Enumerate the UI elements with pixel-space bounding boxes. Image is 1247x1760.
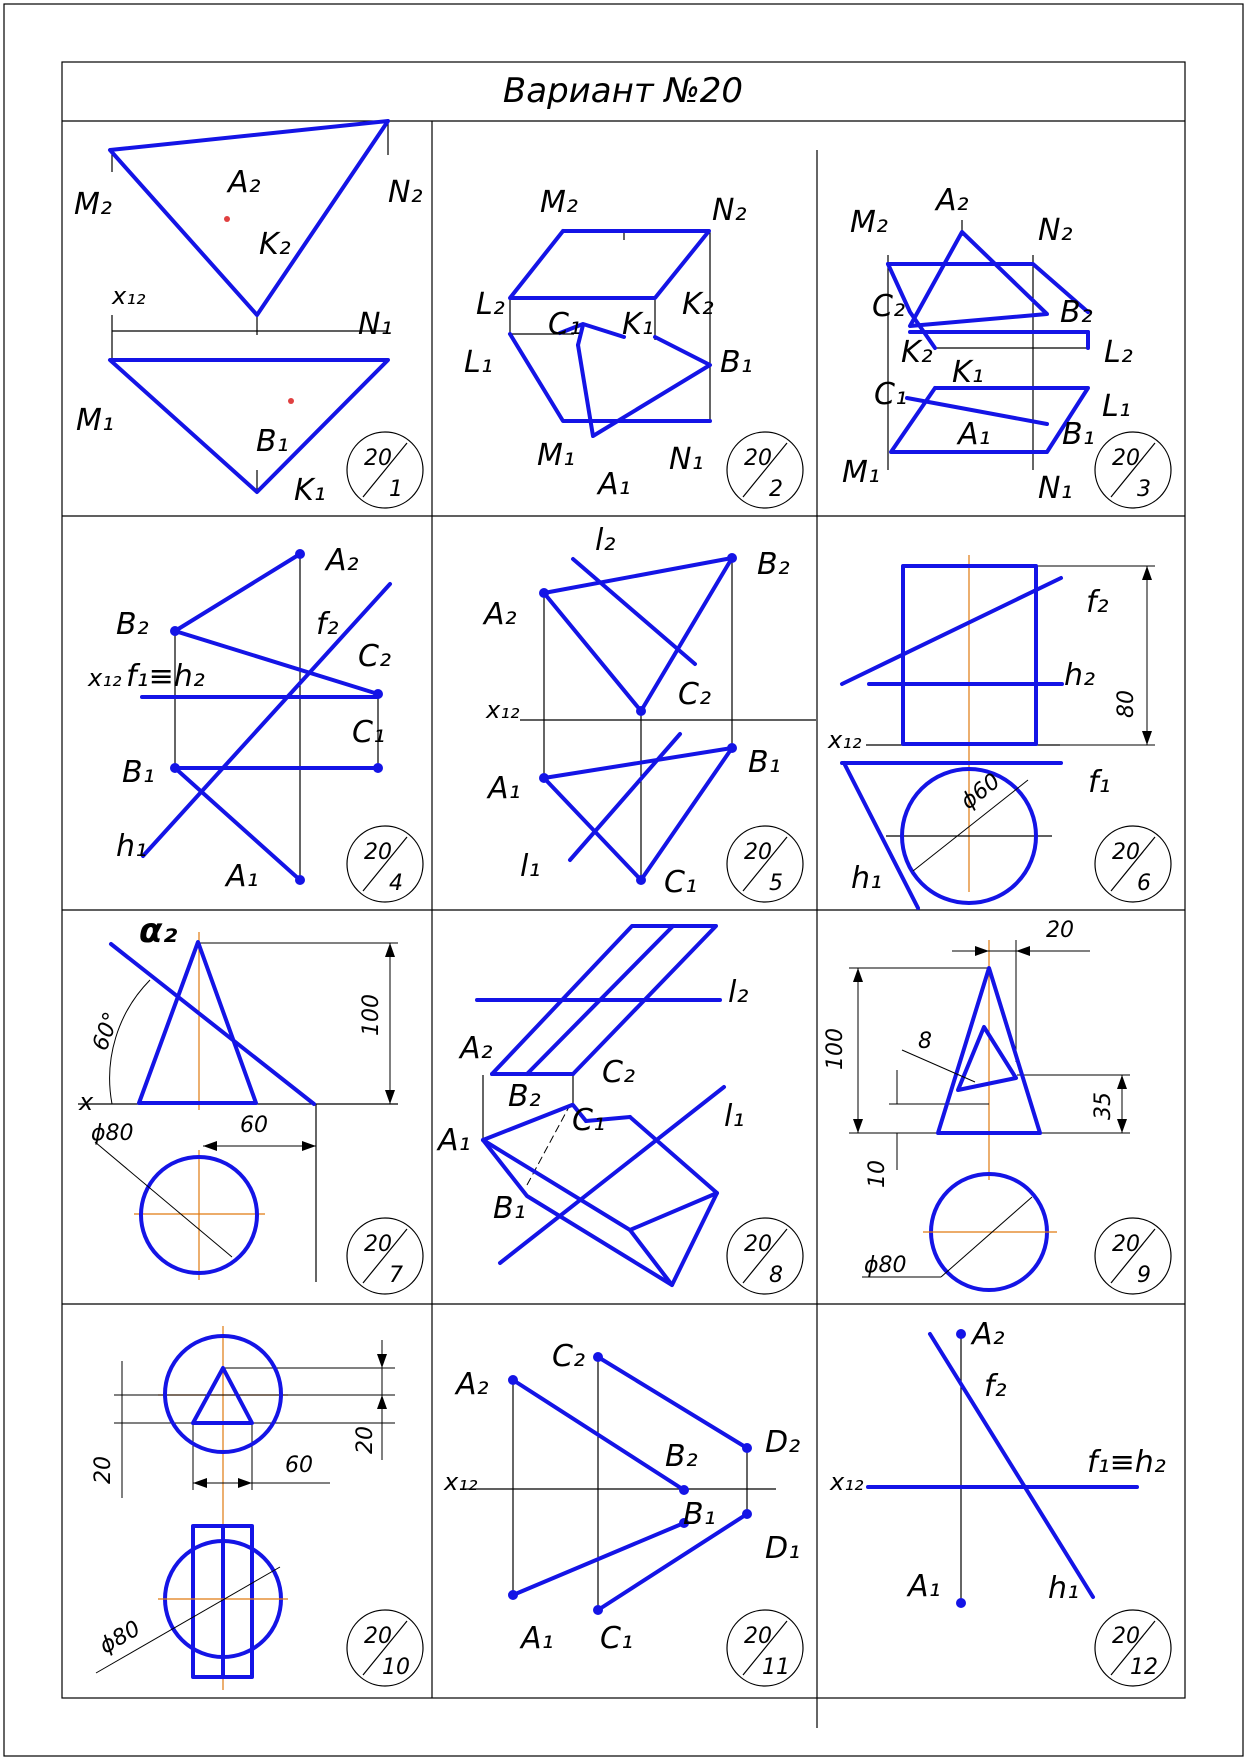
line-l1 [570,734,680,860]
svg-text:12: 12 [1130,1655,1158,1680]
label: N₂ [712,193,747,228]
label: A₁ [438,1123,471,1158]
label: B₁ [720,345,753,380]
sheet-title: Вариант №20 [502,71,744,111]
badge [347,1218,423,1294]
label: h₂ [1064,658,1096,693]
label: A₂ [936,183,969,218]
point-b1 [288,398,294,404]
label: B₁ [683,1497,716,1532]
cone-front [139,942,256,1103]
dimension: ϕ80 [864,1253,907,1278]
label: M₁ [842,455,880,490]
label: A₁ [521,1621,554,1656]
line-f2 [842,578,1061,684]
point-a2 [224,216,230,222]
svg-text:9: 9 [1137,1263,1151,1288]
svg-text:20: 20 [1112,1624,1140,1649]
svg-text:20: 20 [1112,446,1140,471]
label: K₂ [901,335,933,370]
svg-text:20: 20 [364,446,392,471]
dimension: 100 [823,1028,848,1070]
dimension: 60° [88,1008,125,1055]
label: B₂ [665,1439,698,1474]
problem-4 [87,543,423,902]
label: K₁ [952,355,984,390]
label: h₁ [1048,1571,1080,1606]
label: x₁₂ [112,282,146,310]
label: M₁ [76,403,114,438]
badge [727,826,803,902]
label: M₂ [74,187,112,222]
problem-10 [91,1326,423,1690]
label: f₂ [1086,585,1109,620]
badge [347,1610,423,1686]
svg-text:8: 8 [769,1263,783,1288]
label: h₁ [851,861,883,896]
svg-text:2: 2 [769,477,783,502]
problem-12 [829,1317,1171,1686]
dimension: 100 [359,994,384,1036]
label: f₂ [984,1369,1007,1404]
badge [347,432,423,508]
label: B₂ [1060,295,1093,330]
triangle-mn1 [110,360,388,492]
label: N₁ [358,307,393,342]
label: C₁ [664,865,697,900]
label: C₁ [874,377,907,412]
svg-text:1: 1 [389,477,403,502]
label: K₂ [682,287,714,322]
badge [1095,1610,1171,1686]
label: B₁ [256,424,289,459]
dimension: ϕ80 [95,1616,145,1660]
label: C₂ [358,639,391,674]
svg-text:20: 20 [364,840,392,865]
label: A₁ [958,417,991,452]
label: L₂ [1104,335,1133,370]
dimension: 80 [1114,690,1139,718]
dimension: 20 [353,1426,378,1454]
label: M₁ [537,438,575,473]
label: C₂ [678,677,711,712]
problem-6 [827,555,1171,908]
label: N₂ [388,175,423,210]
badge [727,1218,803,1294]
plane-a2 [111,944,314,1104]
label: x₁₂ [486,696,520,724]
svg-text:7: 7 [389,1263,403,1288]
svg-text:20: 20 [364,1232,392,1257]
svg-text:3: 3 [1137,477,1151,502]
svg-text:11: 11 [762,1655,790,1680]
problem-7 [78,911,423,1294]
label: C₂ [552,1339,585,1374]
label: l₁ [520,849,541,884]
label: x₁₂ [88,664,122,692]
badge [1095,1218,1171,1294]
svg-text:5: 5 [769,871,783,896]
svg-text:20: 20 [744,1232,772,1257]
label: x₁₂ [444,1468,478,1496]
svg-text:6: 6 [1137,871,1151,896]
problem-3 [842,183,1171,508]
badge [727,1610,803,1686]
label: K₁ [622,307,654,342]
dimension: ϕ80 [91,1121,134,1146]
svg-text:20: 20 [1112,1232,1140,1257]
label: l₂ [728,975,749,1010]
label: x₁₂ [830,1468,864,1496]
svg-text:20: 20 [364,1624,392,1649]
label: D₁ [765,1531,801,1566]
label: L₂ [476,287,505,322]
label: C₂ [602,1055,635,1090]
label: A₂ [972,1317,1005,1352]
badge [1095,432,1171,508]
label: C₁ [548,307,581,342]
label: B₂ [508,1079,541,1114]
svg-text:4: 4 [389,871,403,896]
label: C₁ [600,1621,633,1656]
label: B₂ [757,547,790,582]
problem-5 [482,523,816,902]
label: A₂ [228,165,261,200]
label: A₁ [226,859,259,894]
svg-text:20: 20 [744,446,772,471]
prism-top-2 [510,231,709,298]
label: f₂ [316,607,339,642]
problem-9 [823,918,1171,1294]
badge [1095,826,1171,902]
problem-8 [436,926,803,1294]
label: A₂ [326,543,359,578]
label: A₁ [598,467,631,502]
problem-2 [464,185,803,508]
label: B₂ [116,607,149,642]
label: A₂ [456,1367,489,1402]
problem-11 [443,1339,803,1686]
label: h₁ [116,829,148,864]
dimension: 20 [91,1456,116,1484]
label: D₂ [765,1425,801,1460]
label: C₁ [572,1103,605,1138]
label: l₁ [724,1099,745,1134]
dimension: 35 [1091,1092,1116,1120]
label: A₂ [484,597,517,632]
label: B₁ [1062,417,1095,452]
label: B₁ [748,745,781,780]
triangle-abc2 [910,232,1047,326]
label: x₁₂ [828,726,862,754]
label: L₁ [464,345,493,380]
badge [347,826,423,902]
dimension: 20 [1046,918,1074,943]
label: A₁ [908,1569,941,1604]
label: B₁ [493,1191,526,1226]
dimension: 60 [285,1453,313,1478]
svg-text:20: 20 [744,840,772,865]
label: f₁≡h₂ [1087,1445,1166,1480]
label: M₂ [850,205,888,240]
label: f₁≡h₂ [126,659,205,694]
label: C₂ [872,289,905,324]
label: x [79,1088,94,1116]
label: B₁ [122,755,155,790]
prism-bottom-1 [510,334,710,421]
label: A₁ [488,771,521,806]
badge [727,432,803,508]
dimension: 60 [240,1113,268,1138]
label: α₂ [139,911,178,951]
line-cd2 [598,1357,747,1448]
label: f₁ [1088,765,1111,800]
outer-border [4,4,1243,1756]
svg-text:10: 10 [382,1655,410,1680]
label: K₁ [294,473,326,508]
dimension: 10 [865,1160,890,1188]
label: N₂ [1038,213,1073,248]
label: M₂ [540,185,578,220]
dimension: 8 [918,1029,932,1054]
label: N₁ [1038,471,1073,506]
label: l₂ [595,523,616,558]
label: A₂ [460,1031,493,1066]
svg-text:20: 20 [744,1624,772,1649]
label: C₁ [352,715,385,750]
svg-text:20: 20 [1112,840,1140,865]
label: K₂ [259,227,291,262]
problem-1 [74,121,423,508]
dimension: ϕ60 [956,768,1006,815]
label: L₁ [1102,389,1131,424]
triangle-mn2 [110,121,388,315]
label: N₁ [669,442,704,477]
line-f2-h1 [930,1334,1093,1597]
